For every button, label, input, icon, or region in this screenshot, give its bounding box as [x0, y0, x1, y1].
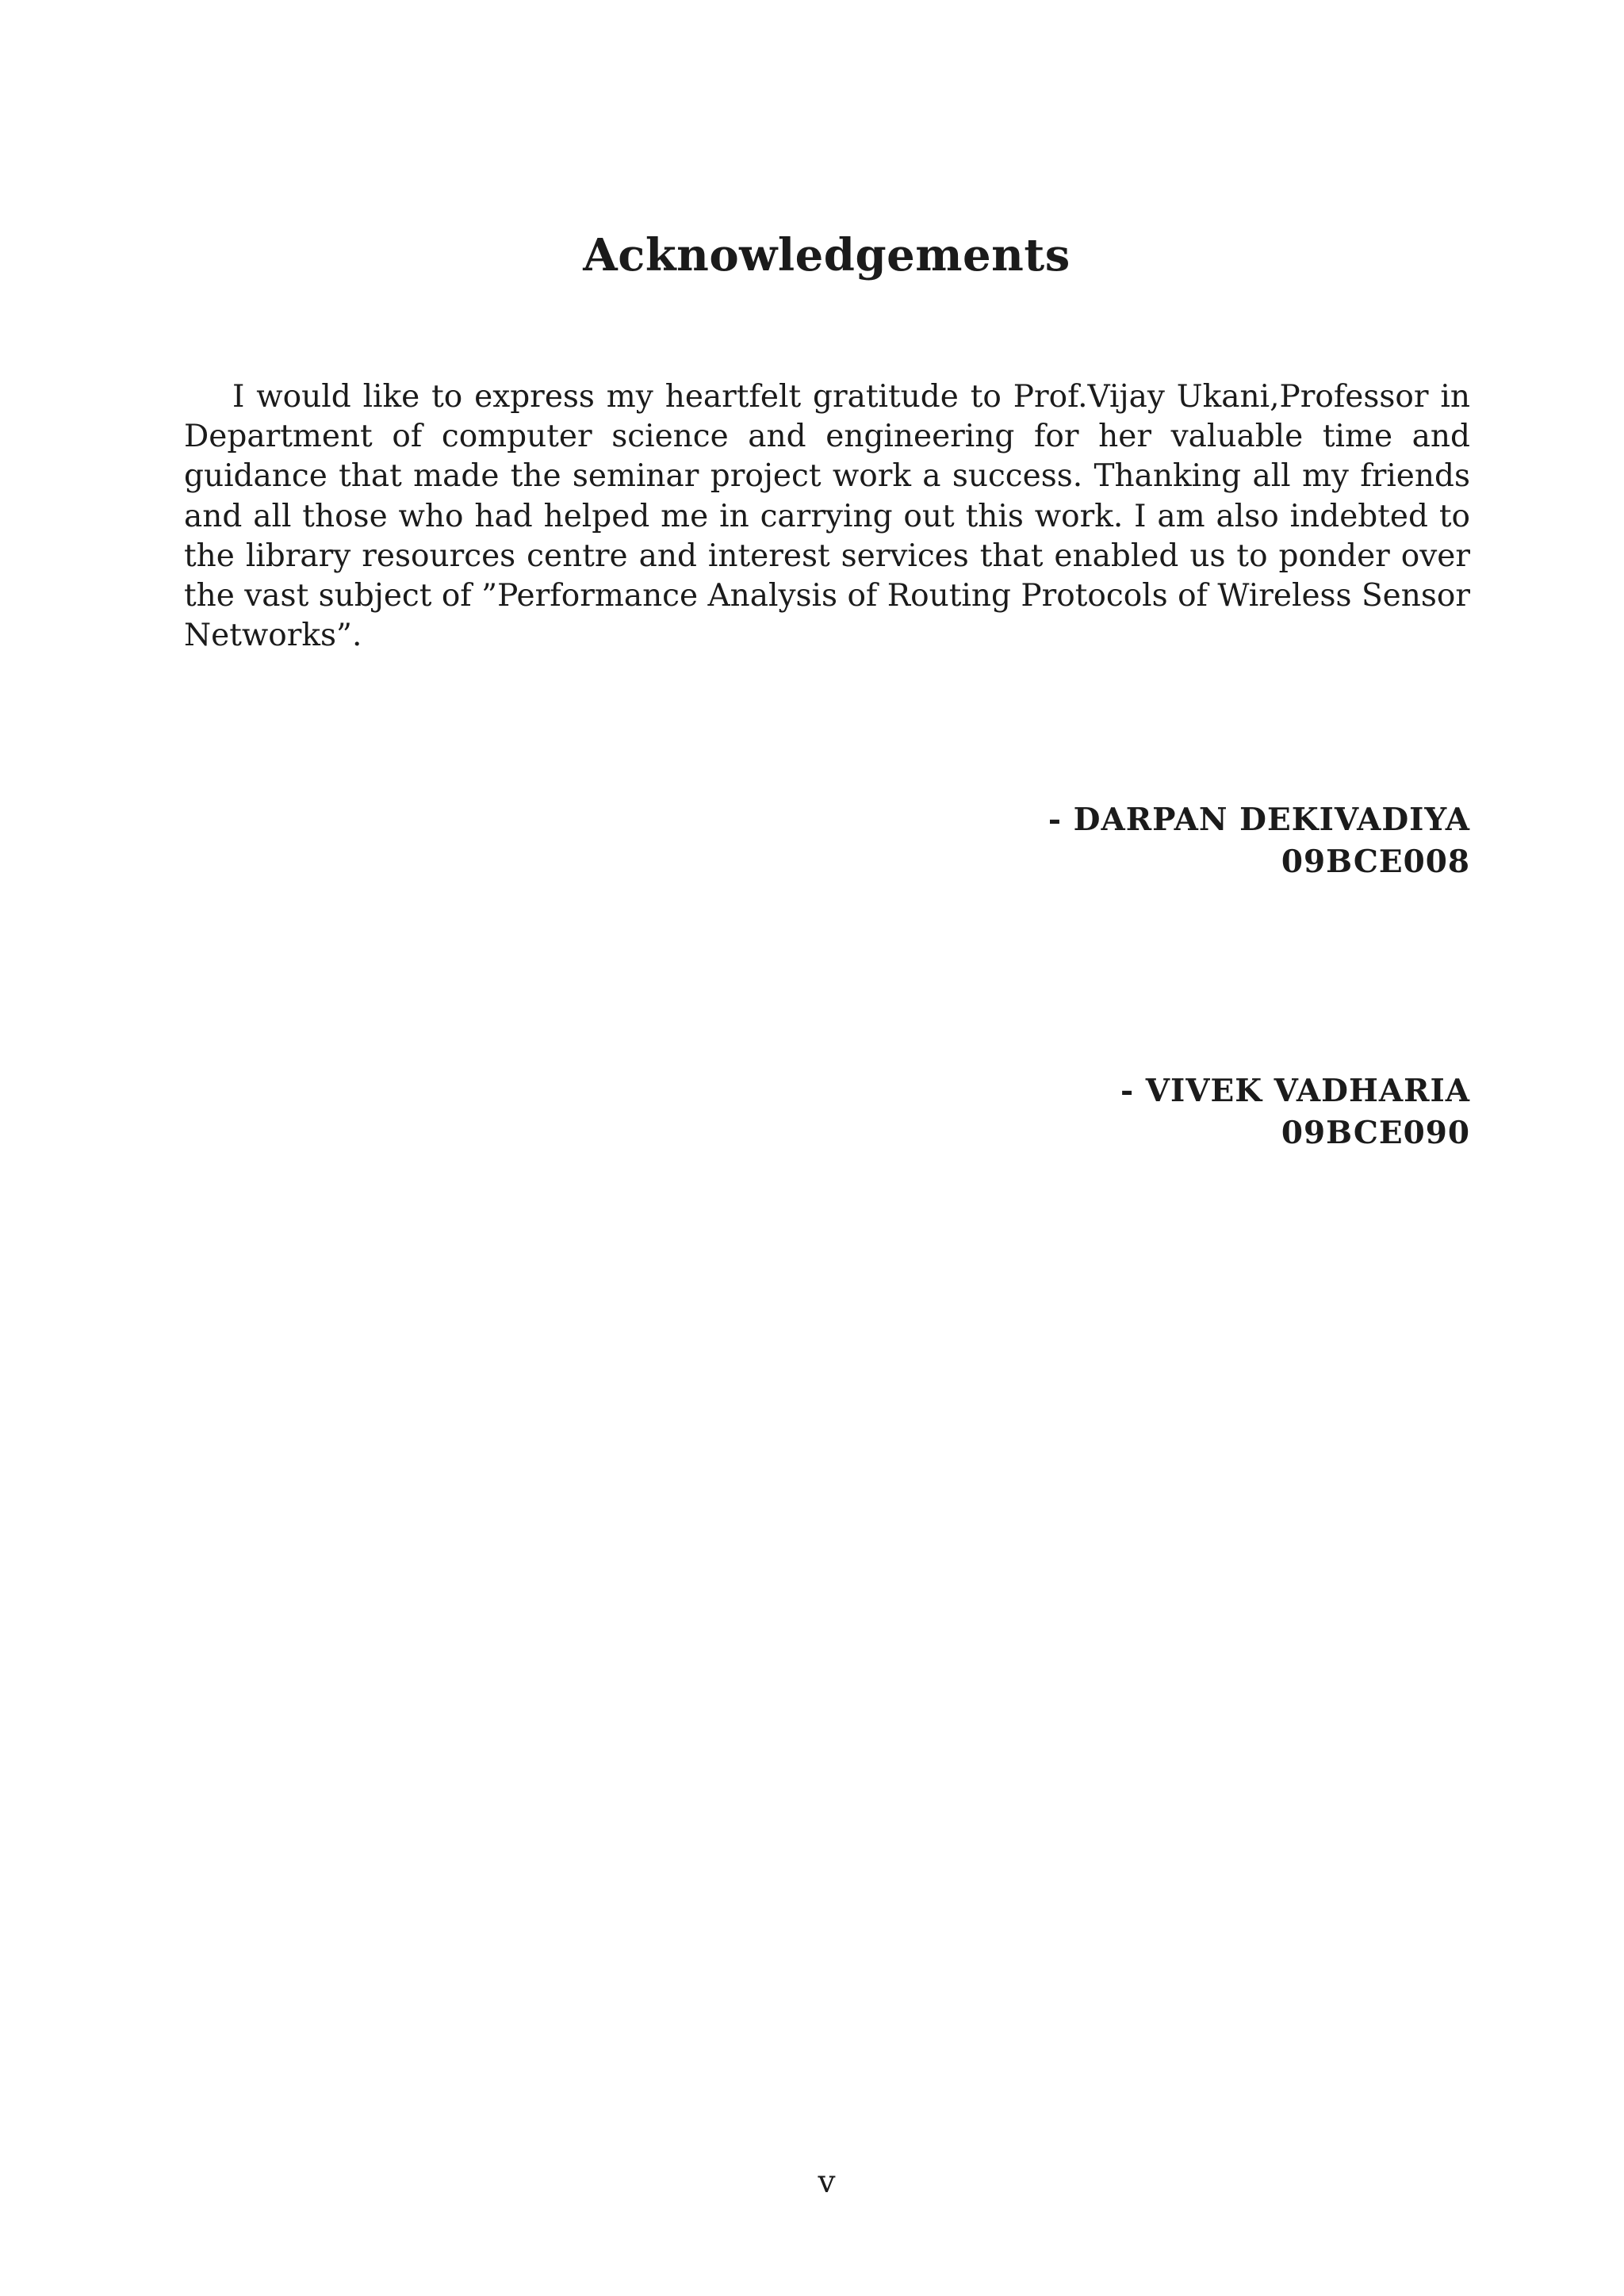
signature-name: - VIVEK VADHARIA [1120, 1073, 1470, 1109]
acknowledgement-paragraph: I would like to express my heartfelt gratitude to Prof.Vijay Ukani,Professor in Department of computer science and engineering for her valuable time and guidance that made the seminar project work a success. Thanking all my friends and all those who had helped me in carrying out this work. I am also indebted to the library resources centre and interest services that enabled us to ponder over the vast subject of ”Performance Analysis of Routing Protocols of Wireless Sensor Networks”. [184, 379, 1471, 654]
signature-name: - DARPAN DEKIVADIYA [1048, 802, 1470, 838]
page-number: v [818, 2164, 836, 2200]
signature-id: 09BCE008 [1281, 844, 1470, 880]
signature-block-2 [836, 1070, 1470, 1154]
signature-id: 09BCE090 [1281, 1115, 1470, 1151]
signature-block-1 [836, 799, 1470, 883]
page-title: Acknowledgements [583, 229, 1071, 281]
